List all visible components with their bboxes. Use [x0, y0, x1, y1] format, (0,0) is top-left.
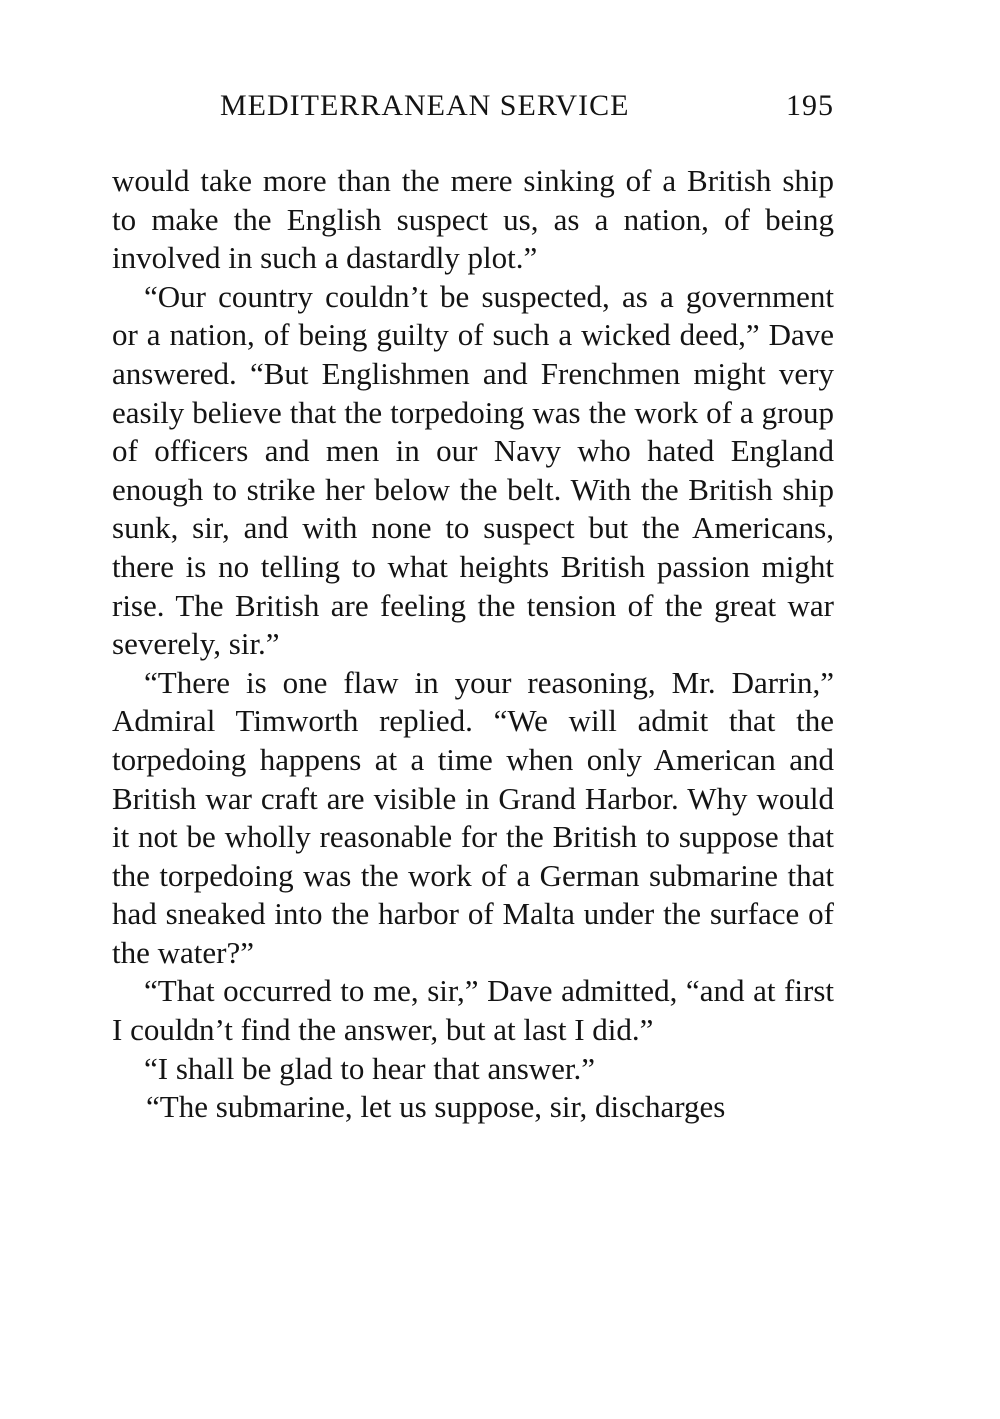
page-number: 195: [786, 89, 834, 122]
body-text: [112, 162, 834, 1127]
running-title: MEDITERRANEAN SERVICE: [220, 89, 630, 122]
paragraph: “That occurred to me, sir,” Dave admitted, “and at first I couldn’t find the answer, but at last I did.”: [112, 973, 834, 1048]
paragraph-continued: would take more than the mere sinking of a British ship to make the English suspect us, as a nation, of being involved in such a dastardly plot.”: [112, 163, 834, 276]
paragraph-continues: “The submarine, let us suppose, sir, discharges: [146, 1089, 726, 1125]
running-head: [112, 86, 834, 126]
paragraph: “There is one flaw in your reasoning, Mr. Darrin,” Admiral Timworth replied. “We will admit that the torpedoing happens at a time when only American and British war craft are visible in Grand Harbor. Why would it not be wholly reasonable for the British to suppose that the torpedoing was the work of a German submarine that had sneaked into the harbor of Malta under the surface of the water?”: [112, 664, 834, 970]
paragraph: “Our country couldn’t be suspected, as a government or a nation, of being guilty of such a wicked deed,” Dave answered. “But Englishmen and Frenchmen might very easily believe that the torpedoing was the work of a group of officers and men in our Navy who hated England enough to strike her below the belt. With the British ship sunk, sir, and with none to suspect but the Americans, there is no telling to what heights British passion might rise. The British are feeling the tension of the great war severely, sir.”: [112, 278, 834, 662]
paragraph: “I shall be glad to hear that answer.”: [144, 1050, 596, 1086]
